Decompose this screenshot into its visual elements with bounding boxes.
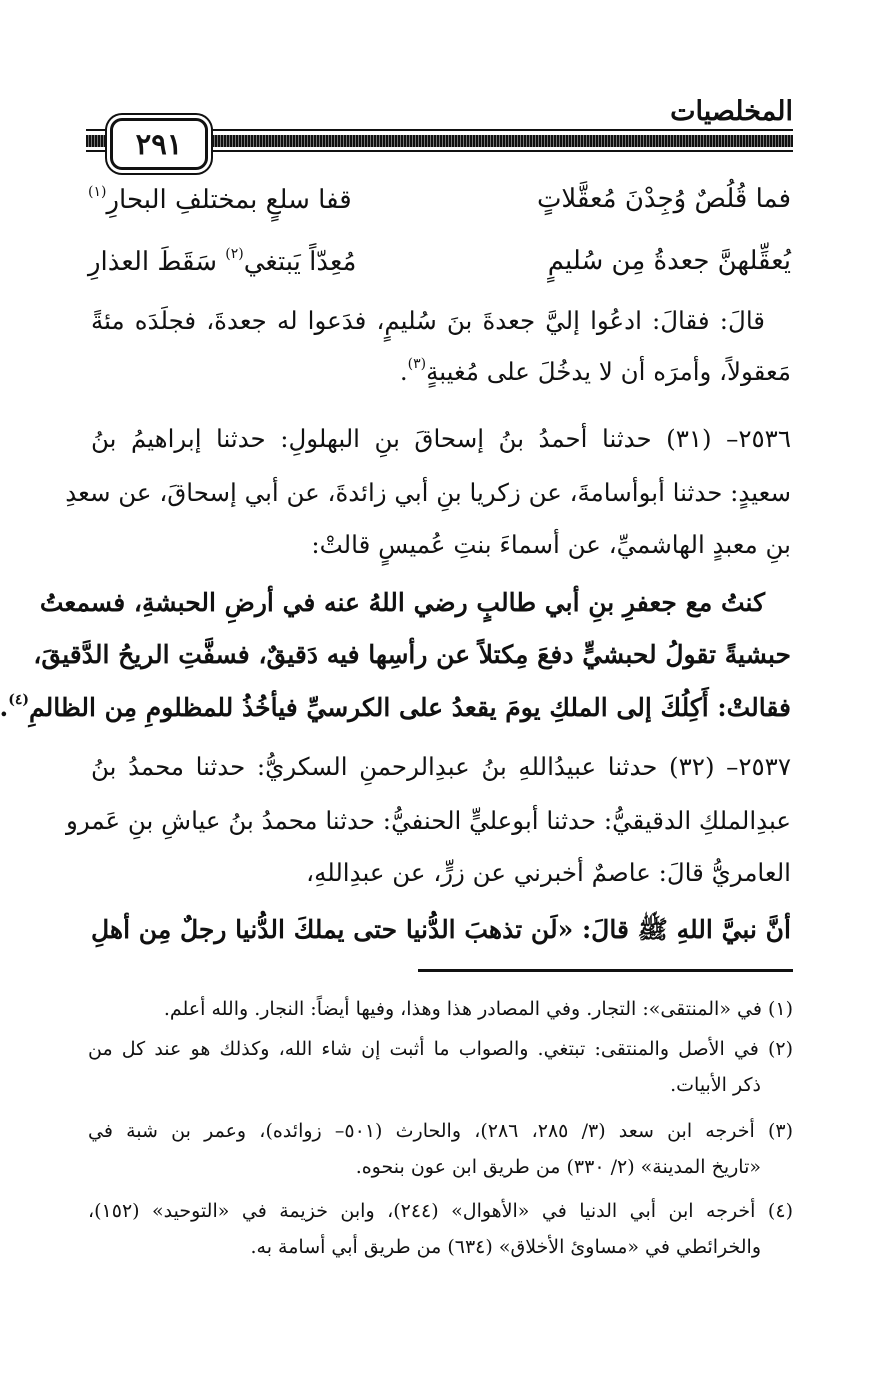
hadith-2536-line-2: سعيدٍ: حدثنا أبوأسامةَ، عن زكريا بنِ أبي زائدةَ، عن أبي إسحاقَ، عن سعدِ <box>65 478 791 507</box>
footnote-4-line-2: والخرائطي في «مساوئ الأخلاق» (٦٣٤) من طريق أبي أسامة به. <box>250 1236 761 1258</box>
hadith-2537-line-1: ٢٥٣٧– (٣٢) حدثنا عبيدُاللهِ بنُ عبدِالرحمنِ السكريُّ: حدثنا محمدُ بنُ <box>91 752 791 781</box>
footnote-2-line-1: (٢) في الأصل والمنتقى: تبتغي. والصواب ما أثبت إن شاء الله، وكذلك هو عند كل من <box>88 1038 793 1060</box>
hadith-2536-matn-line-3-text: فقالتْ: أَكِلُكَ إلى الملكِ يومَ يقعدُ على الكرسيِّ فيأخُذُ للمظلومِ مِن الظالمِ <box>29 693 791 722</box>
footnote-3-line-2: «تاريخ المدينة» (٢/ ٣٣٠) من طريق ابن عون بنحوه. <box>355 1156 761 1178</box>
hadith-2537-matn-line-1: أنَّ نبيَّ اللهِ ﷺ قالَ: «لَن تذهبَ الدُّنيا حتى يملكَ الدُّنيا رجلٌ مِن أهلِ <box>91 915 791 944</box>
footnote-separator <box>418 969 793 972</box>
hadith-2536-matn-line-3 <box>0 692 791 722</box>
page-header <box>0 0 885 170</box>
hadith-2536-matn-end: . <box>0 693 9 722</box>
hadith-2536-matn-line-2: حبشيةً تقولُ لحبشيٍّ دفعَ مِكتلاً عن رأسِها فيه دَقيقٌ، فسفَّتِ الريحُ الدَّقيقَ، <box>33 640 791 669</box>
footnote-ref-1: (١) <box>88 184 107 200</box>
hadith-2536-line-3: بنِ معبدٍ الهاشميِّ، عن أسماءَ بنتِ عُميسٍ قالتْ: <box>311 530 791 559</box>
footnote-2-line-2: ذكر الأبيات. <box>670 1074 761 1096</box>
footnote-4-line-1: (٤) أخرجه ابن أبي الدنيا في «الأهوال» (٢٤٤)، وابن خزيمة في «التوحيد» (١٥٢)، <box>88 1200 793 1222</box>
footnote-ref-3: (٣) <box>407 356 427 372</box>
verse-1-left-hemistich <box>88 184 352 215</box>
paragraph-1-line-1: قالَ: فقالَ: ادعُوا إليَّ جعدةَ بنَ سُليمٍ، فدَعوا له جعدةَ، فجلَدَه مئةً <box>91 306 765 335</box>
verse-2-left-hemistich <box>88 246 356 277</box>
footnote-1: (١) في «المنتقى»: التجار. وفي المصادر هذا وهذا، وفيها أيضاً: النجار. والله أعلم. <box>163 998 793 1020</box>
footnote-ref-2: (٢) <box>225 246 244 262</box>
hadith-2536-line-1: ٢٥٣٦– (٣١) حدثنا أحمدُ بنُ إسحاقَ بنِ البهلولِ: حدثنا إبراهيمُ بنُ <box>91 424 791 453</box>
verse-2-left-text-a: مُعِدّاً يَبتغي <box>243 247 357 277</box>
hadith-2537-line-3: العامريُّ قالَ: عاصمٌ أخبرني عن زرٍّ، عن عبدِاللهِ، <box>306 858 791 887</box>
verse-1-left-text: قفا سلعٍ بمختلفِ البحارِ <box>106 185 352 215</box>
page-number-frame <box>110 118 208 170</box>
hadith-2537-line-2: عبدِالملكِ الدقيقيُّ: حدثنا أبوعليٍّ الحنفيُّ: حدثنا محمدُ بنُ عياشِ بنِ عَمرو <box>65 806 791 835</box>
footnote-ref-4: (٤) <box>8 692 29 708</box>
footnote-3-line-1: (٣) أخرجه ابن سعد (٣/ ٢٨٥، ٢٨٦)، والحارث (٥٠١– زوائده)، وعمر بن شبة في <box>88 1120 793 1142</box>
page-number: ٢٩١ <box>135 127 183 161</box>
paragraph-1-end: . <box>399 357 408 386</box>
verse-2-left-text-b: سَقَطَ العذارِ <box>88 247 217 277</box>
paragraph-1-line-2 <box>400 356 791 386</box>
hadith-2536-matn-line-1: كنتُ مع جعفرِ بنِ أبي طالبٍ رضي اللهُ عنه في أرضِ الحبشةِ، فسمعتُ <box>39 588 765 617</box>
verse-2-right-hemistich: يُعقِّلهنَّ جعدةُ مِن سُليمٍ <box>547 246 791 276</box>
paragraph-1-line-2-text: مَعقولاً، وأمرَه أن لا يدخُلَ على مُغيبةٍ <box>426 357 791 386</box>
book-title: المخلصيات <box>670 96 793 127</box>
verse-1-right-hemistich: فما قُلُصٌ وُجِدْنَ مُعقَّلاتٍ <box>536 184 791 214</box>
